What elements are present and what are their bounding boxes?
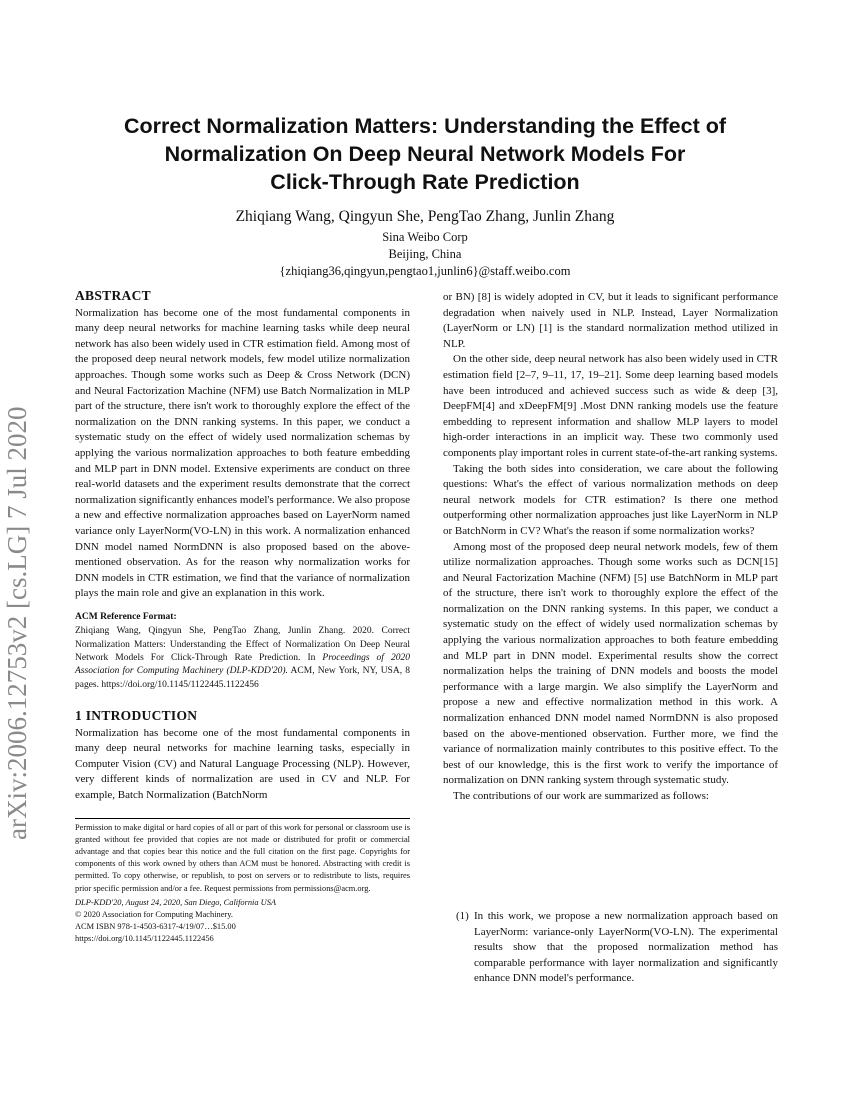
footnote-divider: [75, 818, 410, 819]
abstract-heading: ABSTRACT: [75, 288, 151, 303]
footnote: [75, 822, 410, 946]
left-column: [75, 288, 410, 946]
paragraph: or BN) [8] is widely adopted in CV, but it leads to significant performance degradation when naively used in NLP. Instead, Layer Normalization (LayerNorm or LN) [1] is the standard normalization method utilized in NLP.: [443, 291, 778, 350]
paragraph: Among most of the proposed deep neural network models, few of them utilize normalization approaches. Though some works such as DCN[15] and Neural Factorization Machine (NFM) [5] use BatchNorm in MLP part of the structure, there isn't work to thoroughly explore the effect of the normalization on the DNN ranking systems. In this paper, we conduct a systematic study on the effect of widely used normalization schemas by applying the various normalization approaches to both feature embedding and MLP part in DNN model. Experimental results show the correct normalization helps the training of DNN models and boosts the model performance with a large margin. We also simplify the LayerNorm and propose a new and effective normalization method in this work. A normalization enhanced DNN model named NormDNN is also proposed based on the above-mentioned observation. Further more, we find the variance of normalization mainly contributes to this positive effect. To the best of our knowledge, this is the first work to verify the importance of normalization on DNN ranking system through systematic study.: [443, 540, 778, 787]
author-emails: {zhiqiang36,qingyun,pengtao1,junlin6}@staff.weibo.com: [279, 264, 571, 278]
conference: DLP-KDD'20, August 24, 2020, San Diego, California USA: [75, 897, 277, 907]
title-line: Normalization On Deep Neural Network Models For: [164, 142, 686, 166]
affiliation-location: Beijing, China: [388, 247, 462, 261]
title-line: Click-Through Rate Prediction: [270, 170, 580, 194]
affiliation: [60, 229, 790, 280]
contribution-item: [456, 909, 778, 987]
paper-title: [60, 112, 790, 196]
ref-venue: Proceedings of 2020 Association for Computing Machinery (DLP-KDD'20).: [75, 653, 410, 677]
authors: Zhiqiang Wang, Qingyun She, PengTao Zhang, Junlin Zhang: [235, 208, 615, 225]
arxiv-identifier: arXiv:2006.12753v2 [cs.LG] 7 Jul 2020: [2, 406, 32, 840]
paragraph: Taking the both sides into consideration, we care about the following questions: What's the effect of various normalization methods on deep neural network models for CTR estimation? Is there one method outperforming other normalization approaches just like LayerNorm in NLP or BatchNorm in CV? What's the reason if some normalization works?: [443, 462, 778, 537]
copyright: © 2020 Association for Computing Machinery.: [75, 909, 233, 919]
acm-reference-heading: ACM Reference Format:: [75, 611, 177, 622]
paragraph: On the other side, deep neural network has also been widely used in CTR estimation field [2–7, 9–11, 17, 19–21]. Some deep learning based models have been introduced and achieved success such as wide & deep [3], DeepFM[4] and xDeepFM[9] .Most DNN ranking models use the feature embedding to represent information and shallow MLP layers to model high-order interactions in an implicit way. These two commonly used components play important roles in current state-of-the-art ranking systems.: [443, 353, 778, 459]
ref-tail: ACM, New York, NY, USA, 8 pages. https://doi.org/10.1145/1122445.1122456: [75, 666, 410, 690]
affiliation-org: Sina Weibo Corp: [382, 230, 468, 244]
introduction-text: Normalization has become one of the most fundamental components in many deep neural networks for machine learning tasks, especially in Computer Vision (CV) and Natural Language Processing (NLP). However, very different kinds of normalization are used in CV and NLP. For example, Batch Normalization (BatchNorm: [75, 726, 410, 801]
title-line: Correct Normalization Matters: Understanding the Effect of: [123, 114, 727, 138]
abstract-text: Normalization has become one of the most fundamental components in many deep neural networks for machine learning tasks while deep neural network has also been widely used in CTR estimation field. Among most of the proposed deep neural network models, few model utilize normalization approaches. Though some works such as Deep & Cross Network (DCN) and Neural Factorization Machine (NFM) use Batch Normalization in MLP part of the structure, there isn't work to thoroughly explore the effect of the normalization on the DNN ranking systems. In this paper, we conduct a systematic study on the effect of widely used normalization schemas by applying the various normalization approaches to both feature embedding and MLP part in DNN model. Extensive experiments are conduct on three real-world datasets and the experiment results demonstrate that the correct normalization significantly enhances model's performance. We also propose a new and effective normalization approaches based on LayerNorm named variance only LayerNorm(VO-LN) in this work. A normalization enhanced DNN model named NormDNN is also proposed based on the above-mentioned observation. As for the reason why normalization works for DNN models in CTR estimation, we find that the variance of normalization plays the main role and give an explanation in this work.: [75, 306, 410, 600]
paragraph: The contributions of our work are summarized as follows:: [453, 790, 709, 802]
acm-reference: [75, 625, 410, 691]
ref-text: Zhiqiang Wang, Qingyun She, PengTao Zhang, Junlin Zhang. 2020. Correct Normalization Matters: Understanding the Effect of Normalization On Deep Neural Network Models For Click-Through Rate Prediction. In: [75, 626, 410, 664]
item-text: In this work, we propose a new normalization approach based on LayerNorm: variance-only LayerNorm(VO-LN). The experimental results show that the proposed normalization method has comparable performance with layer normalization and significantly enhance DNN model's performance.: [474, 910, 778, 985]
isbn: ACM ISBN 978-1-4503-6317-4/19/07…$15.00: [75, 922, 236, 932]
introduction-heading: 1 INTRODUCTION: [75, 707, 198, 723]
doi: https://doi.org/10.1145/1122445.1122456: [75, 934, 214, 944]
item-number: (1): [456, 910, 469, 922]
permission-notice: Permission to make digital or hard copies of all or part of this work for personal or classroom use is granted without fee provided that copies are not made or distributed for profit or commercial advantage and that copies bear this notice and the full citation on the first page. Copyrights for components of this work owned by others than ACM must be honored. Abstracting with credit is permitted. To copy otherwise, or republish, to post on servers or to redistribute to lists, requires prior specific permission and/or a fee. Request permissions from permissions@acm.org.: [75, 822, 410, 893]
right-column: [443, 290, 778, 805]
